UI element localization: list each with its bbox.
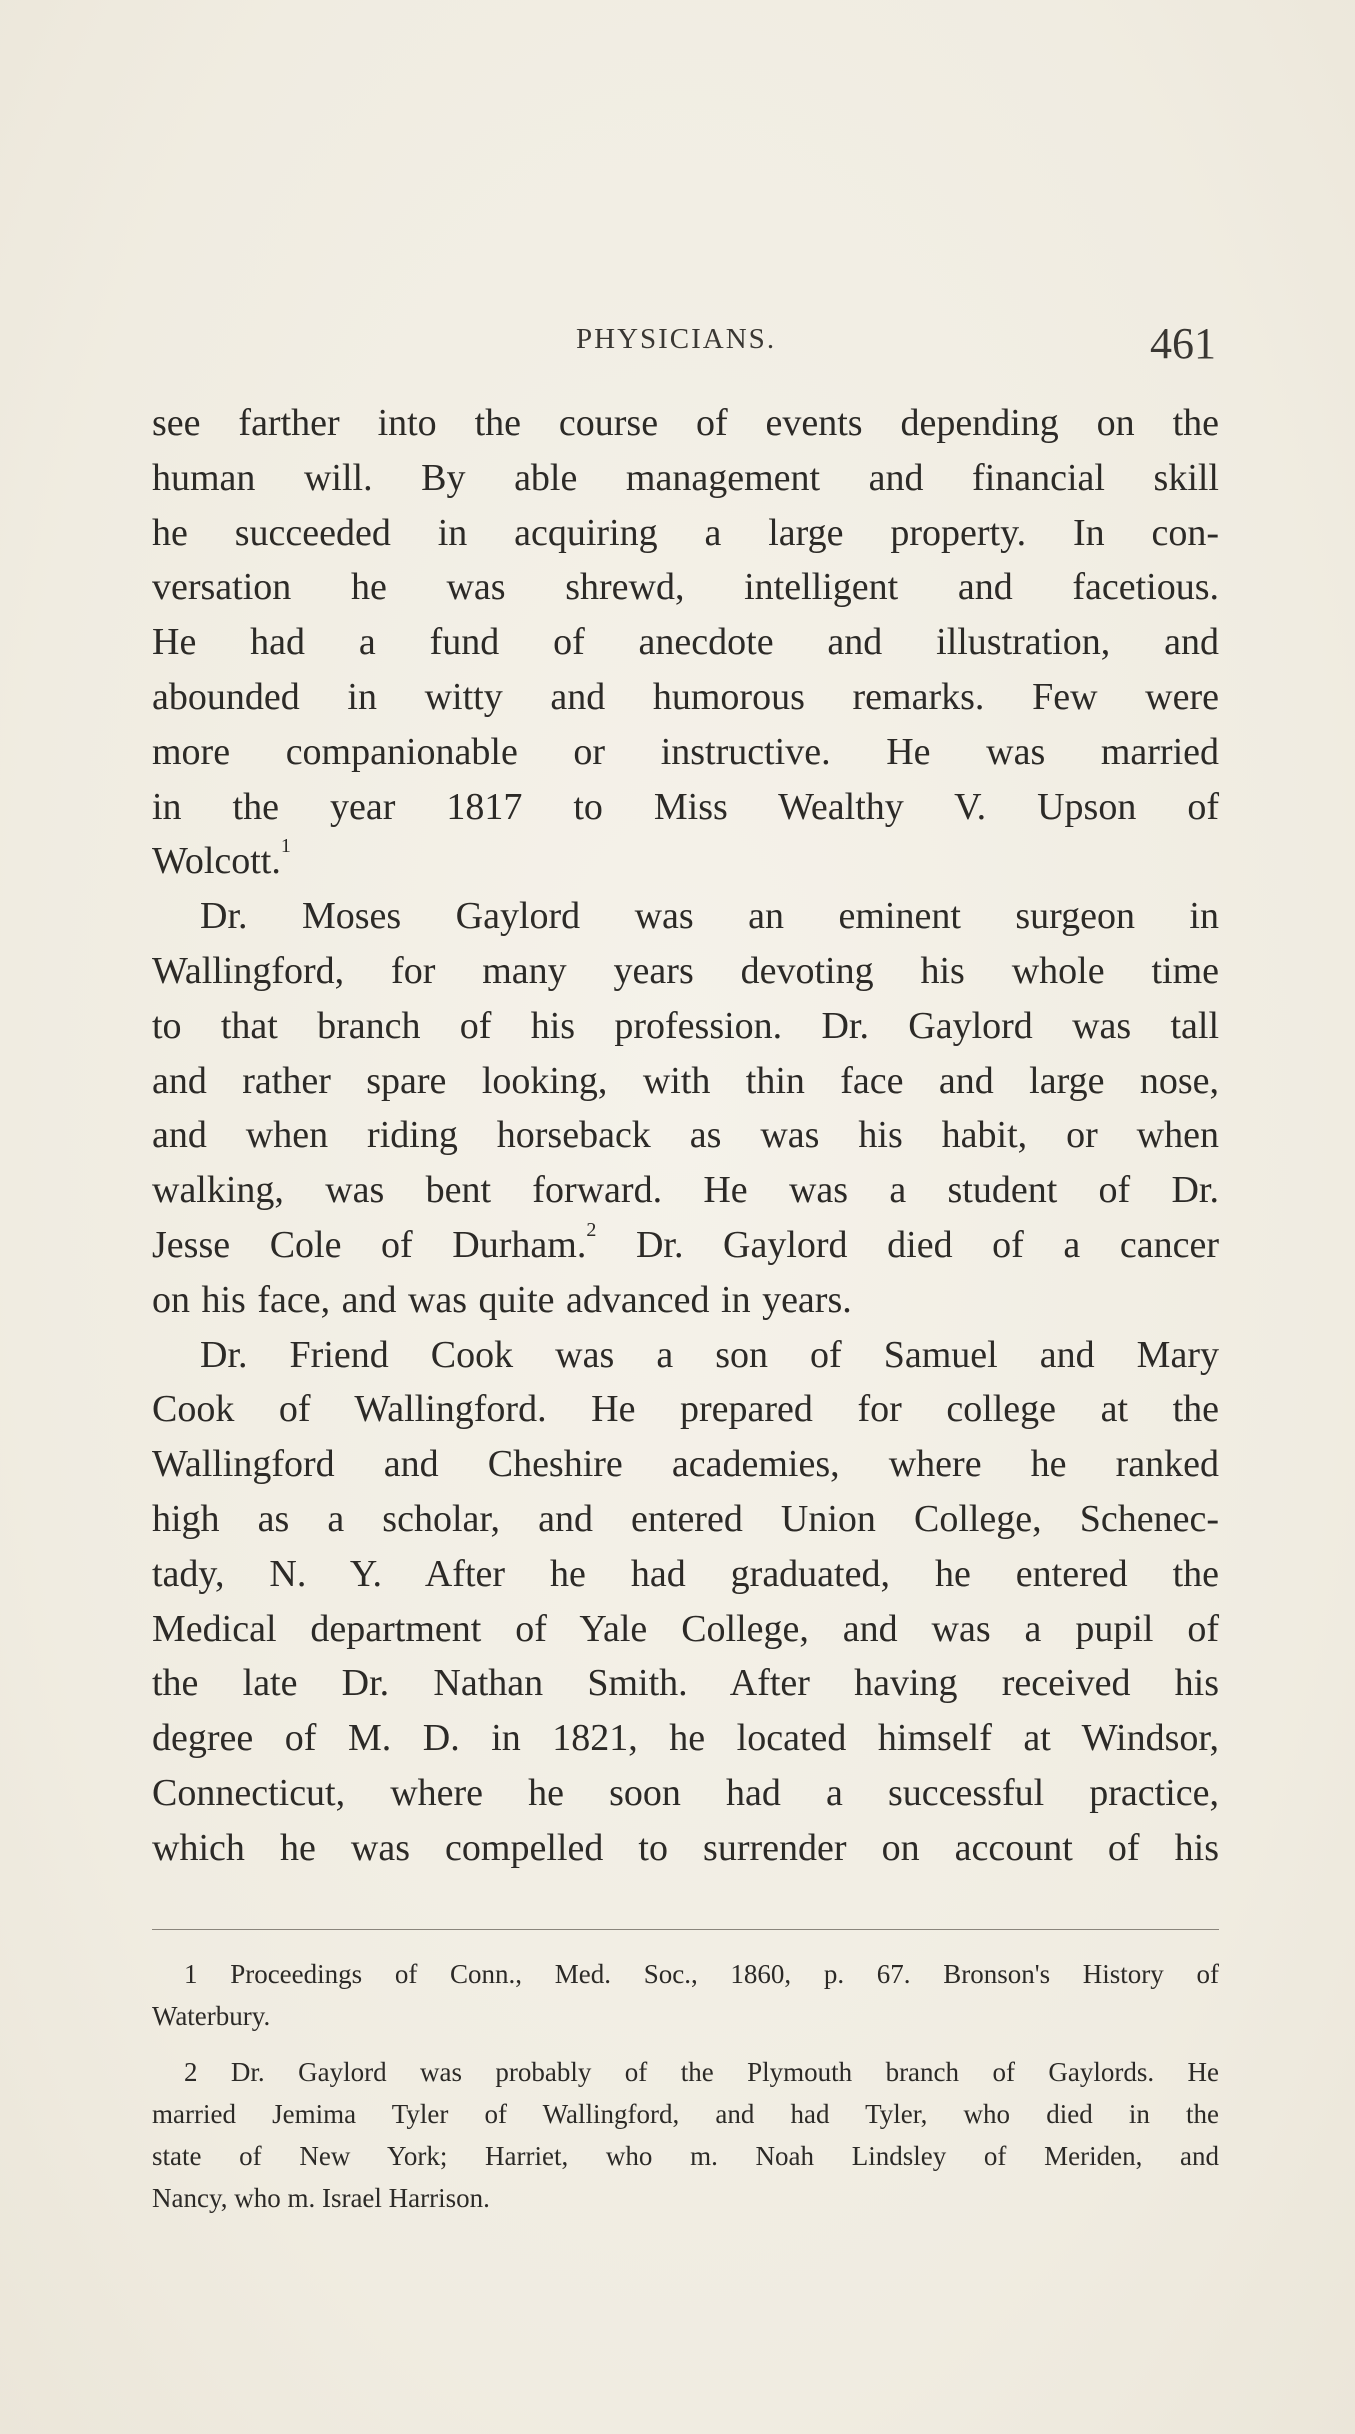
text-fragment: Dr. Gaylord died of a cancer — [635, 1223, 1219, 1266]
text-line: Dr. Friend Cook was a son of Samuel and Mary — [200, 1333, 1219, 1376]
text-line: Cook of Wallingford. He prepared for college at the — [152, 1388, 1219, 1431]
text-line: see farther into the course of events depending on the — [152, 402, 1219, 444]
text-line: He had a fund of anecdote and illustration, and — [152, 621, 1219, 664]
text-line: abounded in witty and humorous remarks. Few were — [152, 675, 1219, 718]
text-line: Medical department of Yale College, and was a pupil of — [152, 1607, 1219, 1650]
text-line: walking, was bent forward. He was a student of Dr. — [152, 1169, 1219, 1212]
text-fragment: Wolcott. — [152, 840, 281, 883]
text-line: more companionable or instructive. He was married — [152, 730, 1219, 773]
text-fragment: Jesse Cole of Durham. — [152, 1223, 587, 1266]
text-line: he succeeded in acquiring a large property. In con- — [152, 511, 1219, 554]
text-line: to that branch of his profession. Dr. Gaylord was tall — [152, 1004, 1219, 1047]
text-line: degree of M. D. in 1821, he located himself at Windsor, — [152, 1717, 1219, 1760]
text-line: Connecticut, where he soon had a successful practice, — [152, 1771, 1219, 1814]
footnote-line: 2 Dr. Gaylord was probably of the Plymouth branch of Gaylords. He — [184, 2057, 1219, 2087]
running-title: PHYSICIANS. — [576, 323, 777, 355]
footnote-line: 1 Proceedings of Conn., Med. Soc., 1860, p. 67. Bronson's History of — [184, 1959, 1219, 1989]
text-line: Wallingford, for many years devoting his whole time — [152, 949, 1219, 992]
text-line — [152, 834, 1219, 889]
text-line: and rather spare looking, with thin face and large nose, — [152, 1059, 1219, 1102]
footnote-spacer — [152, 2037, 1219, 2051]
text-line: tady, N. Y. After he had graduated, he entered the — [152, 1552, 1219, 1595]
footnote-line: married Jemima Tyler of Wallingford, and had Tyler, who died in the — [152, 2099, 1219, 2129]
text-line: the late Dr. Nathan Smith. After having received his — [152, 1662, 1219, 1705]
text-line: Dr. Moses Gaylord was an eminent surgeon in — [200, 895, 1219, 938]
footnote-line: state of New York; Harriet, who m. Noah Lindsley of Meriden, and — [152, 2141, 1219, 2171]
text-line: high as a scholar, and entered Union College, Schenec- — [152, 1497, 1219, 1540]
footnote-line: Nancy, who m. Israel Harrison. — [152, 2183, 490, 2213]
text-line: Wallingford and Cheshire academies, where he ranked — [152, 1443, 1219, 1486]
text-line — [152, 1218, 1219, 1273]
text-line: which he was compelled to surrender on account of his — [152, 1826, 1219, 1869]
text-line: versation he was shrewd, intelligent and facetious. — [152, 566, 1219, 609]
text-line: on his face, and was quite advanced in years. — [152, 1278, 852, 1321]
footnote-line: Waterbury. — [152, 2001, 271, 2031]
body-text — [152, 396, 1219, 1876]
page-number: 461 — [1150, 319, 1216, 368]
footnote-ref-2: 2 — [586, 1218, 597, 1241]
footnote-ref-1: 1 — [280, 835, 291, 858]
footnote-divider — [152, 1929, 1219, 1930]
footnotes — [152, 1953, 1219, 2219]
text-line: human will. By able management and financial skill — [152, 456, 1219, 499]
text-line: and when riding horseback as was his habit, or when — [152, 1114, 1219, 1157]
text-line: in the year 1817 to Miss Wealthy V. Upson of — [152, 785, 1219, 828]
